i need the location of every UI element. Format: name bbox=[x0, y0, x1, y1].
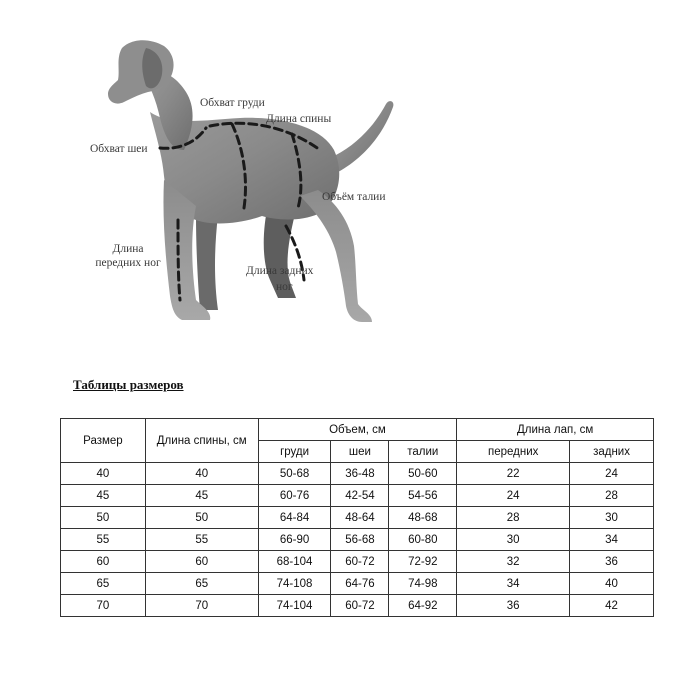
label-front-legs bbox=[88, 242, 168, 270]
table-row bbox=[61, 551, 654, 573]
header-waist: талии bbox=[389, 441, 457, 463]
label-front-legs-line2: передних ног bbox=[95, 257, 161, 269]
far-front-leg bbox=[196, 215, 218, 310]
cell-back: 60 bbox=[145, 551, 258, 573]
cell-rear: 34 bbox=[570, 529, 654, 551]
header-front: передних bbox=[457, 441, 570, 463]
tail bbox=[330, 101, 393, 172]
cell-front: 30 bbox=[457, 529, 570, 551]
cell-front: 32 bbox=[457, 551, 570, 573]
table-row bbox=[61, 595, 654, 617]
cell-waist: 72-92 bbox=[389, 551, 457, 573]
cell-rear: 30 bbox=[570, 507, 654, 529]
label-chest-girth: Обхват груди bbox=[200, 97, 265, 109]
cell-neck: 60-72 bbox=[331, 551, 389, 573]
cell-back: 55 bbox=[145, 529, 258, 551]
cell-back: 65 bbox=[145, 573, 258, 595]
header-back-length: Длина спины, см bbox=[145, 419, 258, 463]
table-row bbox=[61, 507, 654, 529]
cell-waist: 48-68 bbox=[389, 507, 457, 529]
cell-neck: 48-64 bbox=[331, 507, 389, 529]
cell-waist: 64-92 bbox=[389, 595, 457, 617]
cell-chest: 74-108 bbox=[258, 573, 331, 595]
cell-chest: 74-104 bbox=[258, 595, 331, 617]
header-paw-length: Длина лап, см bbox=[457, 419, 654, 441]
label-front-legs-line1: Длина bbox=[112, 243, 144, 255]
cell-rear: 28 bbox=[570, 485, 654, 507]
cell-neck: 56-68 bbox=[331, 529, 389, 551]
cell-size: 40 bbox=[61, 463, 146, 485]
label-waist: Объём талии bbox=[322, 191, 386, 203]
cell-size: 65 bbox=[61, 573, 146, 595]
cell-rear: 40 bbox=[570, 573, 654, 595]
cell-front: 24 bbox=[457, 485, 570, 507]
cell-size: 45 bbox=[61, 485, 146, 507]
cell-chest: 64-84 bbox=[258, 507, 331, 529]
cell-rear: 36 bbox=[570, 551, 654, 573]
cell-front: 28 bbox=[457, 507, 570, 529]
cell-waist: 54-56 bbox=[389, 485, 457, 507]
header-volume: Объем, см bbox=[258, 419, 457, 441]
cell-neck: 36-48 bbox=[331, 463, 389, 485]
cell-size: 70 bbox=[61, 595, 146, 617]
label-back-length: Длина спины bbox=[266, 113, 332, 125]
cell-size: 55 bbox=[61, 529, 146, 551]
cell-chest: 68-104 bbox=[258, 551, 331, 573]
header-chest: груди bbox=[258, 441, 331, 463]
table-row bbox=[61, 529, 654, 551]
header-size: Размер bbox=[61, 419, 146, 463]
cell-back: 50 bbox=[145, 507, 258, 529]
table-header-row bbox=[61, 419, 654, 441]
cell-neck: 64-76 bbox=[331, 573, 389, 595]
header-neck: шеи bbox=[331, 441, 389, 463]
label-rear-legs-line2: ног bbox=[276, 281, 293, 293]
header-rear: задних bbox=[570, 441, 654, 463]
table-row bbox=[61, 463, 654, 485]
cell-chest: 50-68 bbox=[258, 463, 331, 485]
cell-rear: 42 bbox=[570, 595, 654, 617]
cell-neck: 42-54 bbox=[331, 485, 389, 507]
cell-back: 70 bbox=[145, 595, 258, 617]
cell-rear: 24 bbox=[570, 463, 654, 485]
cell-front: 22 bbox=[457, 463, 570, 485]
table-row bbox=[61, 485, 654, 507]
cell-size: 50 bbox=[61, 507, 146, 529]
cell-chest: 66-90 bbox=[258, 529, 331, 551]
cell-front: 36 bbox=[457, 595, 570, 617]
cell-waist: 74-98 bbox=[389, 573, 457, 595]
cell-front: 34 bbox=[457, 573, 570, 595]
label-neck-girth: Обхват шеи bbox=[90, 143, 148, 155]
label-rear-legs-line1: Длина задних bbox=[246, 265, 314, 277]
table-title: Таблицы размеров bbox=[73, 377, 184, 392]
size-table bbox=[60, 418, 654, 617]
table-row bbox=[61, 573, 654, 595]
cell-waist: 50-60 bbox=[389, 463, 457, 485]
cell-waist: 60-80 bbox=[389, 529, 457, 551]
cell-size: 60 bbox=[61, 551, 146, 573]
cell-back: 45 bbox=[145, 485, 258, 507]
cell-neck: 60-72 bbox=[331, 595, 389, 617]
cell-back: 40 bbox=[145, 463, 258, 485]
cell-chest: 60-76 bbox=[258, 485, 331, 507]
